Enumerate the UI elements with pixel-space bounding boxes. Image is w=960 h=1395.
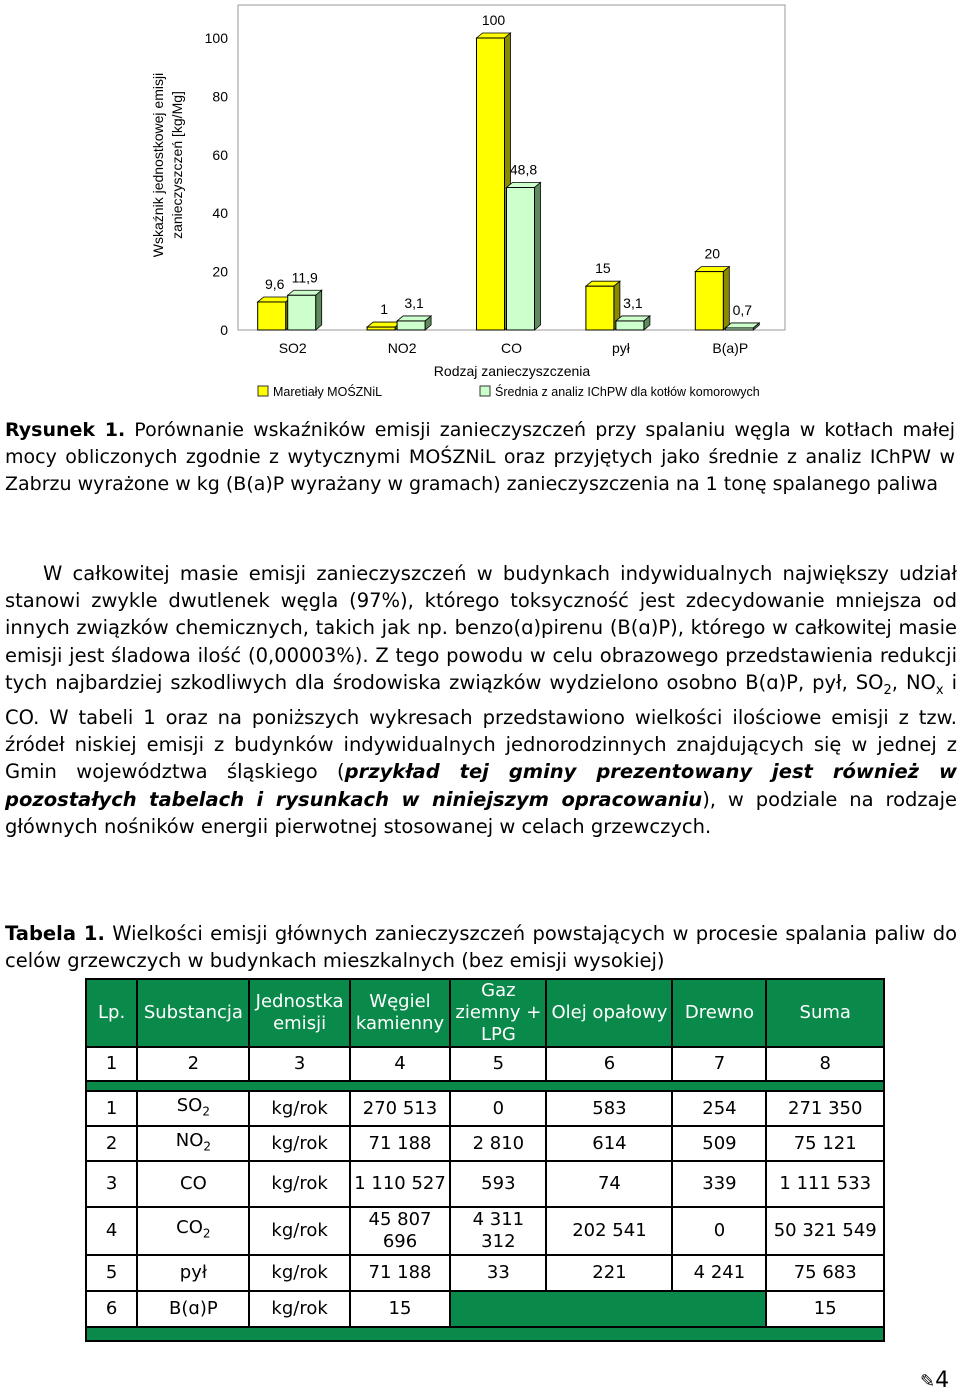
cell-oil: 614 — [546, 1126, 672, 1161]
bar-side — [316, 290, 322, 330]
bar-value-label: 20 — [704, 245, 721, 262]
legend-swatch-series-1 — [258, 386, 268, 396]
emission-table — [85, 978, 885, 1342]
cell-lp: 4 — [86, 1207, 137, 1255]
emission-bar-chart — [0, 0, 960, 410]
legend-label-series-1: Maretiały MOŚZNiL — [273, 385, 383, 399]
cell-substance — [137, 1255, 249, 1291]
cell-wood: 4 241 — [672, 1255, 766, 1291]
cell-wood: 254 — [672, 1091, 766, 1126]
cell-gas: 593 — [450, 1161, 546, 1207]
bar-value-label: 11,9 — [291, 269, 318, 286]
header-oil: Olej opałowy — [546, 979, 672, 1047]
bar — [586, 286, 614, 330]
x-tick-label: SO2 — [278, 340, 307, 356]
table-footer-band — [86, 1327, 884, 1341]
table-row — [86, 1126, 884, 1161]
figure-caption-label: Rysunek 1. — [5, 419, 126, 441]
cell-lp: 5 — [86, 1255, 137, 1291]
page-edit-icon: ✎ — [920, 1371, 936, 1392]
x-tick-label: B(a)P — [712, 340, 749, 356]
column-number: 8 — [766, 1047, 884, 1081]
bar-value-label: 100 — [481, 12, 506, 28]
bar — [507, 188, 535, 330]
cell-oil: 202 541 — [546, 1207, 672, 1255]
cell-gas: 4 311 312 — [450, 1207, 546, 1255]
y-tick-label: 60 — [212, 146, 228, 163]
header-lp: Lp. — [86, 979, 137, 1047]
cell-lp: 6 — [86, 1291, 137, 1327]
cell-unit: kg/rok — [249, 1091, 349, 1126]
x-tick-label: pył — [611, 340, 630, 356]
paragraph-sub-2: 2 — [883, 682, 892, 698]
paragraph-emphasis: przykład tej gminy prezentowany jest również w pozostałych tabelach i rysunkach w niniejszym opracowaniu — [5, 760, 957, 811]
paragraph-text-3: i CO. W tabeli 1 oraz na poniższych wykresach przedstawiono wielkości ilościowe emisji z tzw. źródeł niskiej emisji z budynków indywidualnych jednorodzinnych znajdujących się w jednej z Gmin województwa śląskiego ( — [5, 670, 957, 784]
cell-lp: 2 — [86, 1126, 137, 1161]
table-separator-row — [86, 1081, 884, 1091]
substance-name: pył — [179, 1262, 207, 1283]
figure-caption-text: Porównanie wskaźników emisji zanieczyszczeń przy spalaniu węgla w kotłach małej mocy obliczonych zgodnie z wytycznymi MOŚZNiL oraz przyjętych jako średnie z analiz IChPW w Zabrzu wyrażone w kg (B(a)P wyrażany w gramach) zanieczyszczenia na 1 tonę spalanego paliwa — [5, 419, 955, 495]
table-column-number-row — [86, 1047, 884, 1081]
bar-side — [723, 267, 729, 330]
y-axis-title — [150, 73, 185, 257]
body-paragraph — [5, 560, 957, 840]
y-tick-label: 100 — [204, 30, 228, 46]
cell-coal: 45 807 696 — [350, 1207, 451, 1255]
column-number: 3 — [249, 1047, 349, 1081]
bar — [725, 328, 753, 330]
y-tick-label: 0 — [220, 322, 228, 338]
cell-sum: 75 683 — [766, 1255, 884, 1291]
cell-wood: 0 — [672, 1207, 766, 1255]
y-tick-labels — [205, 30, 229, 338]
page-number-text: 4 — [935, 1368, 950, 1393]
substance-name: CO — [180, 1173, 207, 1194]
table-row — [86, 1091, 884, 1126]
paragraph-text-4: ), w podziale na rodzaje głównych nośników energii pierwotnej stosowanej w celach grzewczych. — [5, 787, 958, 838]
table-row — [86, 1207, 884, 1255]
substance-name: CO — [176, 1217, 203, 1239]
y-axis-title-line2: zanieczyszczeń [kg/Mg] — [169, 91, 185, 239]
cell-empty — [450, 1291, 766, 1327]
table-caption-label: Tabela 1. — [5, 922, 105, 945]
cell-coal: 270 513 — [350, 1091, 451, 1126]
cell-sum: 75 121 — [766, 1126, 884, 1161]
cell-unit: kg/rok — [249, 1161, 349, 1207]
paragraph-text-2: , NO — [891, 670, 936, 694]
header-gas: Gaz ziemny + LPG — [450, 979, 546, 1047]
column-number: 7 — [672, 1047, 766, 1081]
substance-name: B(ɑ)P — [169, 1298, 218, 1319]
cell-substance — [137, 1207, 249, 1255]
bar-value-label: 15 — [595, 260, 611, 277]
column-number: 2 — [137, 1047, 249, 1081]
figure-caption — [5, 417, 955, 498]
cell-gas: 33 — [450, 1255, 546, 1291]
legend — [258, 384, 760, 399]
cell-wood: 509 — [672, 1126, 766, 1161]
cell-unit: kg/rok — [249, 1126, 349, 1161]
bar — [288, 295, 316, 330]
header-sum: Suma — [766, 979, 884, 1047]
cell-wood: 339 — [672, 1161, 766, 1207]
cell-coal: 1 110 527 — [350, 1161, 451, 1207]
header-substance: Substancja — [137, 979, 249, 1047]
table-row — [86, 1255, 884, 1291]
y-tick-label: 80 — [212, 88, 228, 105]
bar — [477, 38, 505, 330]
bar-value-label: 9,6 — [264, 275, 285, 292]
header-coal: Węgiel kamienny — [350, 979, 451, 1047]
page-number — [920, 1368, 949, 1393]
x-tick-label: NO2 — [387, 340, 417, 356]
column-number: 4 — [350, 1047, 451, 1081]
substance-subscript: 2 — [203, 1139, 212, 1154]
table-caption-text: Wielkości emisji głównych zanieczyszczeń powstających w procesie spalania paliw do celów grzewczych w budynkach mieszkalnych (bez emisji wysokiej) — [5, 922, 957, 972]
column-number: 1 — [86, 1047, 137, 1081]
cell-oil: 583 — [546, 1091, 672, 1126]
paragraph-sub-x: x — [935, 682, 944, 698]
cell-sum: 15 — [766, 1291, 884, 1327]
header-unit: Jednostka emisji — [249, 979, 349, 1047]
column-number: 5 — [450, 1047, 546, 1081]
table-header-row — [86, 979, 884, 1047]
substance-subscript: 2 — [202, 1226, 211, 1241]
bar-value-label: 3,1 — [404, 294, 424, 311]
bar — [397, 321, 425, 330]
bar — [695, 272, 723, 330]
x-tick-labels — [279, 340, 749, 356]
substance-subscript: 2 — [202, 1104, 210, 1119]
cell-coal: 15 — [350, 1291, 451, 1327]
bar-value-label: 48,8 — [509, 161, 538, 178]
substance-name: SO — [176, 1094, 203, 1116]
cell-gas: 0 — [450, 1091, 546, 1126]
bar-value-label: 3,1 — [623, 294, 643, 311]
legend-swatch-series-2 — [480, 386, 490, 396]
x-axis-title: Rodzaj zanieczyszczenia — [433, 363, 591, 379]
cell-coal: 71 188 — [350, 1255, 451, 1291]
cell-sum: 1 111 533 — [766, 1161, 884, 1207]
cell-substance — [137, 1291, 249, 1327]
bar — [258, 302, 286, 330]
bar — [367, 327, 395, 330]
bar-value-label: 0,7 — [732, 301, 753, 318]
y-tick-label: 20 — [212, 263, 228, 280]
cell-unit: kg/rok — [249, 1255, 349, 1291]
cell-oil: 221 — [546, 1255, 672, 1291]
cell-lp: 3 — [86, 1161, 137, 1207]
table-caption — [5, 920, 957, 974]
cell-gas: 2 810 — [450, 1126, 546, 1161]
bar-side — [535, 183, 541, 330]
cell-unit: kg/rok — [249, 1291, 349, 1327]
cell-oil: 74 — [546, 1161, 672, 1207]
legend-label-series-2: Średnia z analiz IChPW dla kotłów komorowych — [495, 385, 760, 399]
y-axis-title-line1: Wskaźnik jednostkowej emisji — [150, 72, 166, 258]
table-row — [86, 1161, 884, 1207]
cell-substance — [137, 1126, 249, 1161]
cell-substance — [137, 1161, 249, 1207]
cell-sum: 271 350 — [766, 1091, 884, 1126]
cell-coal: 71 188 — [350, 1126, 451, 1161]
y-tick-label: 40 — [212, 205, 228, 222]
x-tick-label: CO — [501, 340, 522, 356]
bar — [616, 321, 644, 330]
table-row — [86, 1291, 884, 1327]
paragraph-text-1: W całkowitej masie emisji zanieczyszczeń w budynkach indywidualnych największy udział stanowi zwykle dwutlenek węgla (97%), którego toksyczność jest zdecydowanie mniejsza od innych związków chemicznych, takich jak np. benzo(ɑ)pirenu (B(ɑ)P), którego w całkowitej masie emisji jest śladowa ilość (0,00003%). Z tego powodu w celu obrazowego przedstawienia redukcji tych najbardziej szkodliwych dla środowiska związków wydzielono osobno B(ɑ)P, pył, SO — [5, 562, 957, 694]
bar-value-label: 1 — [380, 301, 388, 318]
cell-sum: 50 321 549 — [766, 1207, 884, 1255]
substance-name: NO — [175, 1129, 204, 1151]
cell-unit: kg/rok — [249, 1207, 349, 1255]
column-number: 6 — [546, 1047, 672, 1081]
header-wood: Drewno — [672, 979, 766, 1047]
cell-substance — [137, 1091, 249, 1126]
cell-lp: 1 — [86, 1091, 137, 1126]
